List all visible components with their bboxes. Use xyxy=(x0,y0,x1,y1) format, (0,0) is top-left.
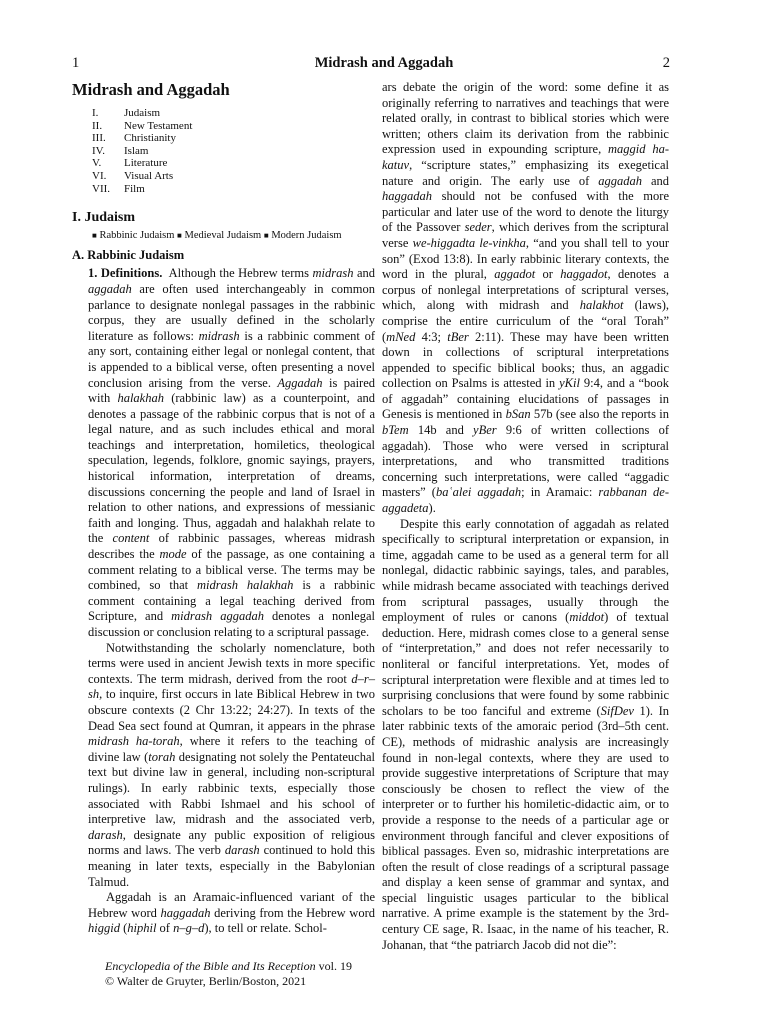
subnav-link[interactable]: Medieval Judaism xyxy=(184,230,262,242)
subnav-link[interactable]: Modern Judaism xyxy=(271,230,342,242)
section-heading: I. Judaism xyxy=(72,210,136,226)
body-paragraph: Despite this early connotation of aggadah as related specifically to scriptural interpretation or expansion, in time, aggadah came to be used as a general term for all nonlegal, didactic rabbinic sayings, tales, and parables, while midrash became associated with teachings derived from scriptural passages, usually through the employment of rules or canons (middot) of textual deduction. Here, midrash comes close to a general sense of “interpretation,” and does not refer necessarily to nonliteral or fanciful interpretations. Yet, modes of scriptural interpretation were flexible and at times led to surprising conclusions that were found by some rabbinic scholars to be too fanciful and extreme (SifDev 1). In later rabbinic texts of the amoraic period (3rd–5th cent. CE), methods of midrashic analysis are increasingly found in non-legal contexts, where they are used to provide suggestive interpretations of Scripture that may consciously be chosen to reflect the view of the interpreter or to further his homiletic-didactic aim, or to provide a response to the needs of a particular age or environment through fanciful and clever expositions of biblical passages. Even so, midrashic interpretations are often the result of close readings of a scriptural passage and display a keen sense of grammar and syntax, and special linguistic usages particular to the biblical narrative. A prime example is the statement by the 3rd-century CE sage, R. Isaac, in the name of his teacher, R. Johanan, that “the patriarch Jacob did not die”: xyxy=(382,516,670,952)
body-paragraph: Aggadah is an Aramaic-influenced variant of the Hebrew word haggadah deriving from the Hebrew word higgid (hiphil of n–g–d), to tell or relate. Schol- xyxy=(88,890,375,936)
toc-item[interactable]: VI. Visual Arts xyxy=(92,169,174,182)
subsection-heading: A. Rabbinic Judaism xyxy=(72,247,185,262)
right-column xyxy=(382,80,669,953)
page-number-left: 1 xyxy=(72,55,80,71)
section-subnav: ■ Rabbinic Judaism ■ Medieval Judaism ■ Modern Judaism xyxy=(92,230,342,242)
footer-citation: Encyclopedia of the Bible and Its Reception vol. 19 © Walter de Gruyter, Berlin/Boston, 2021 xyxy=(105,959,352,988)
toc-item[interactable]: IV. Islam xyxy=(92,144,149,157)
toc-item[interactable]: VII. Film xyxy=(92,182,145,195)
toc-item[interactable]: II. New Testament xyxy=(92,119,193,132)
body-paragraph: ars debate the origin of the word: some define it as originally referring to narratives and teachings that were related orally, in contrast to biblical stories which were written; others claim its derivation from the rabbinic expression used in expounding scripture, maggid ha-katuv, “scripture states,” emphasizing its exegetical nature and origin. The early use of aggadah and haggadah should not be confused with the more particular and later use of the word to denote the liturgy of the Passover seder, which derives from the scriptural verse we-higgadta le-vinkha, “and you shall tell to your son” (Exod 13:8). In early rabbinic literary contexts, the word in the plural, aggadot or haggadot, denotes a corpus of nonlegal interpretations of scriptural verses, which, along with midrash and halakhot (laws), comprise the entire curriculum of the “oral Torah” (mNed 4:3; tBer 2:11). These may have been written down in collections of scriptural interpretations appended to specific biblical books; thus, an aggadic collection on Psalms is attested in yKil 9:4, and a “book of aggadah” containing elucidations of passages in Genesis is mentioned in bSan 57b (see also the reports in bTem 14b and yBer 9:6 of written collections of aggadah). Those who were versed in scriptural interpretations, and who transmitted traditions concerning such interpretations, were called “aggadic masters” (baʿalei aggadah; in Aramaic: rabbanan de-aggadeta). xyxy=(382,80,670,516)
left-column xyxy=(72,80,376,937)
footer-copyright: © Walter de Gruyter, Berlin/Boston, 2021 xyxy=(105,974,307,988)
toc-item[interactable]: III. Christianity xyxy=(92,132,176,145)
body-paragraph: Notwithstanding the scholarly nomenclature, both terms were used in ancient Jewish texts in more specific contexts. The term midrash, derived from the root d–r–sh, to inquire, first occurs in late Biblical Hebrew in two obscure contexts (2 Chr 13:22; 24:27). In texts of the Dead Sea sect found at Qumran, it appears in the phrase midrash ha-torah, where it refers to the teaching of divine law (torah designating not solely the Pentateuchal text but divine law in general, including non-scriptural rulings). In early rabbinic texts, especially those associated with Rabbi Ishmael and his school of interpretive law, midrash and the associated verb, darash, designate any public exposition of religious norms and laws. The verb darash continued to hold this meaning in later texts, especially in the Babylonian Talmud. xyxy=(88,640,375,889)
page-number-right: 2 xyxy=(662,55,670,71)
subnav-link[interactable]: Rabbinic Judaism xyxy=(99,230,175,242)
table-of-contents xyxy=(88,107,375,195)
body-paragraph: 1. Definitions. Although the Hebrew terms midrash and aggadah are often used interchangeably in common parlance to designate nonlegal passages in the rabbinic corpus, they are usually defined in the scholarly literature as follows: midrash is a rabbinic comment of any sort, containing either legal or nonlegal content, that is appended to a biblical verse, often presenting a novel conclusion arising from the verse. Aggadah is paired with halakhah (rabbinic law) as a counterpoint, and denotes a passage of the rabbinic corpus that is not of a legal nature, and as such includes ethical and moral teachings and interpretation, homiletics, theological speculation, legends, folklore, gnomic sayings, prayers, historical information, interpretation of dreams, discussions concerning the people and land of Israel in relation to other nations, and expressions of messianic faith and longing. Thus, aggadah and halakhah relate to the content of rabbinic passages, whereas midrash describes the mode of the passage, as one containing a comment relating to a biblical verse. The terms may be combined, so that midrash halakhah is a rabbinic comment containing a legal teaching derived from Scripture, and midrash aggadah denotes a nonlegal discussion or conclusion relating to a scriptural passage. xyxy=(88,266,376,639)
toc-item[interactable]: I. Judaism xyxy=(92,107,161,119)
toc-item[interactable]: V. Literature xyxy=(92,157,168,170)
footer-publication: Encyclopedia of the Bible and Its Reception xyxy=(105,959,316,973)
article-title: Midrash and Aggadah xyxy=(72,80,230,99)
running-header-title: Midrash and Aggadah xyxy=(314,55,454,71)
run-in-heading: 1. Definitions. xyxy=(88,266,163,281)
